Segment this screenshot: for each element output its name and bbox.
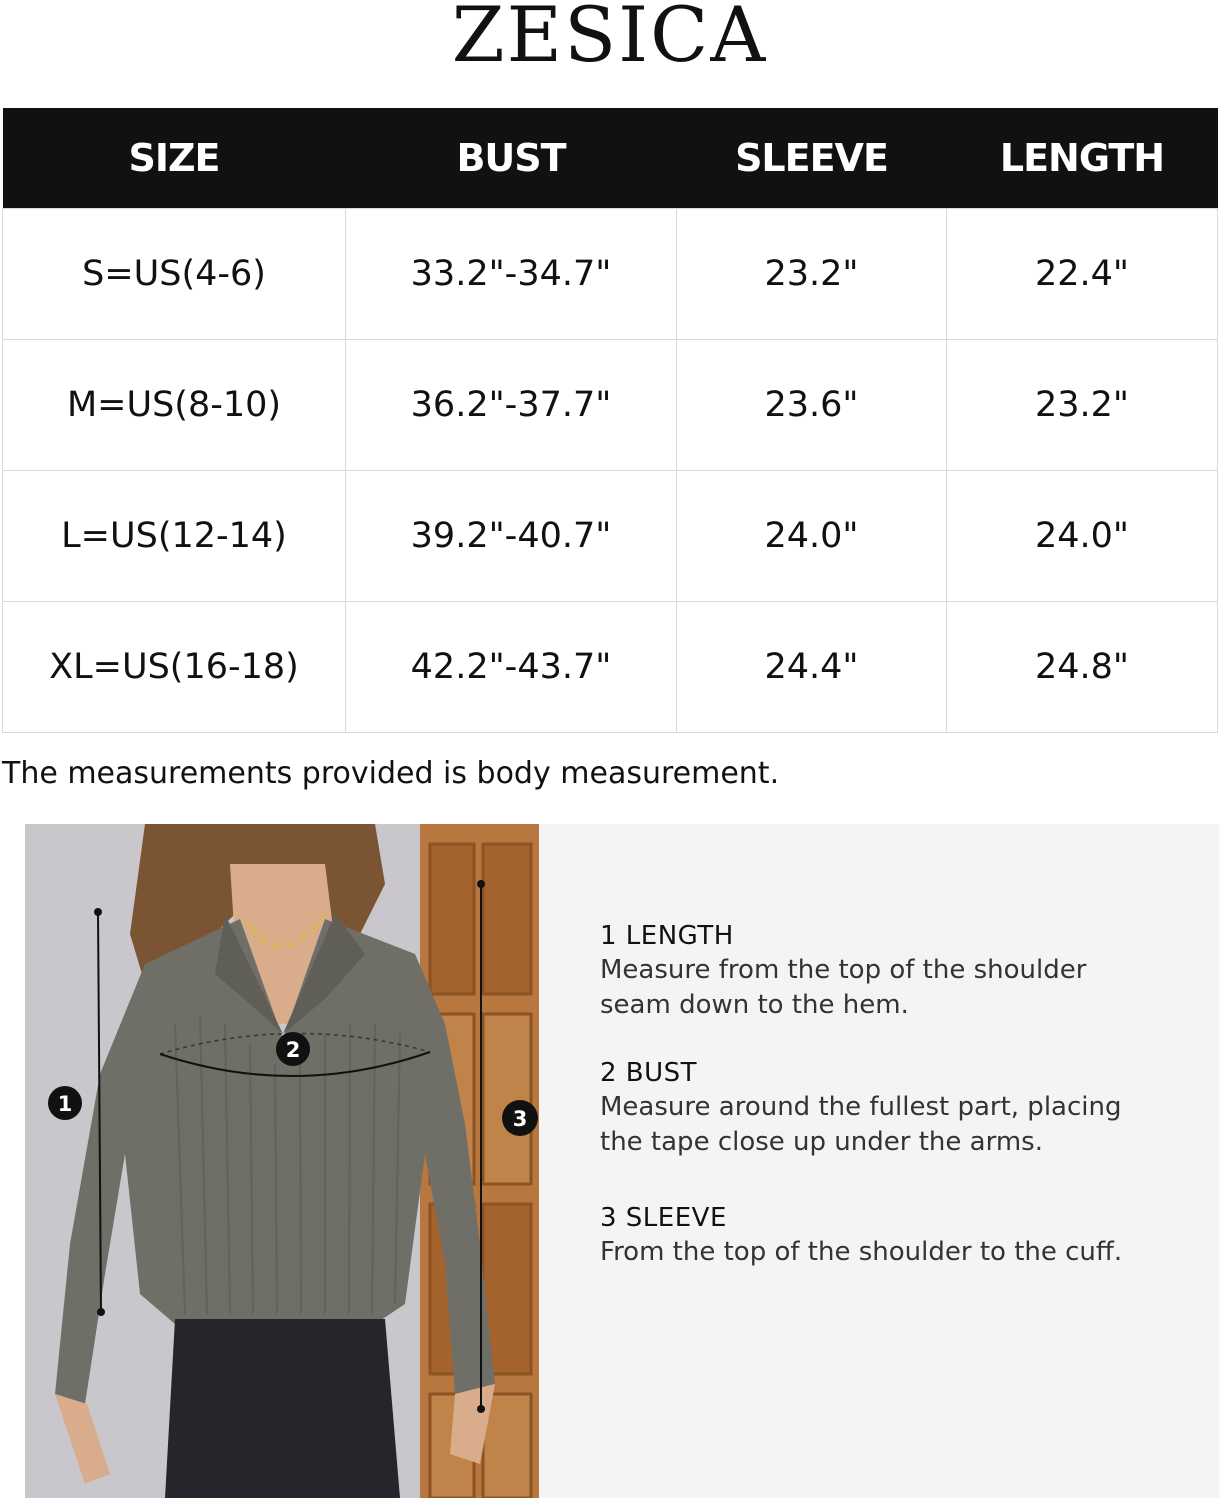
brand-logo: ZESICA xyxy=(451,0,768,79)
cell-sleeve: 24.4" xyxy=(677,601,947,732)
jeans xyxy=(165,1319,400,1498)
header-length: LENGTH xyxy=(947,108,1218,208)
table-row xyxy=(3,339,1218,470)
marker-1-badge xyxy=(48,1086,82,1120)
header-sleeve: SLEEVE xyxy=(677,108,947,208)
cell-sleeve: 24.0" xyxy=(677,470,947,601)
measurement-guide xyxy=(539,824,1219,1498)
cell-size: S=US(4-6) xyxy=(3,208,346,339)
cell-bust: 42.2"-43.7" xyxy=(346,601,677,732)
header-size: SIZE xyxy=(3,108,346,208)
measurement-note: The measurements provided is body measurement. xyxy=(2,756,780,791)
cell-sleeve: 23.6" xyxy=(677,339,947,470)
cell-bust: 36.2"-37.7" xyxy=(346,339,677,470)
measurement-photo xyxy=(25,824,539,1498)
model-illustration xyxy=(25,824,539,1498)
guide-length-title: 1 LENGTH xyxy=(600,921,734,951)
cell-length: 24.8" xyxy=(947,601,1218,732)
guide-bust xyxy=(600,1056,1200,1160)
marker-2-badge xyxy=(276,1032,310,1066)
marker-1-label: 1 xyxy=(57,1092,73,1116)
guide-sleeve xyxy=(600,1201,1200,1270)
marker-2-label: 2 xyxy=(285,1038,301,1062)
cell-size: XL=US(16-18) xyxy=(3,601,346,732)
marker-3-label: 3 xyxy=(512,1107,528,1131)
guide-length-text: Measure from the top of the shoulder seam down to the hem. xyxy=(600,955,1087,1020)
cell-length: 22.4" xyxy=(947,208,1218,339)
table-row xyxy=(3,601,1218,732)
size-chart-table xyxy=(2,108,1218,733)
table-header-row xyxy=(3,108,1218,208)
guide-sleeve-text: From the top of the shoulder to the cuff. xyxy=(600,1237,1123,1267)
table-row xyxy=(3,470,1218,601)
cell-bust: 39.2"-40.7" xyxy=(346,470,677,601)
cell-bust: 33.2"-34.7" xyxy=(346,208,677,339)
cell-length: 24.0" xyxy=(947,470,1218,601)
cell-length: 23.2" xyxy=(947,339,1218,470)
cell-size: M=US(8-10) xyxy=(3,339,346,470)
header-bust: BUST xyxy=(346,108,677,208)
guide-bust-text: Measure around the fullest part, placing the tape close up under the arms. xyxy=(600,1092,1122,1157)
table-row xyxy=(3,208,1218,339)
guide-bust-title: 2 BUST xyxy=(600,1058,698,1088)
cell-sleeve: 23.2" xyxy=(677,208,947,339)
marker-3-badge xyxy=(502,1100,538,1136)
cell-size: L=US(12-14) xyxy=(3,470,346,601)
guide-length xyxy=(600,919,1200,1023)
guide-sleeve-title: 3 SLEEVE xyxy=(600,1203,727,1233)
